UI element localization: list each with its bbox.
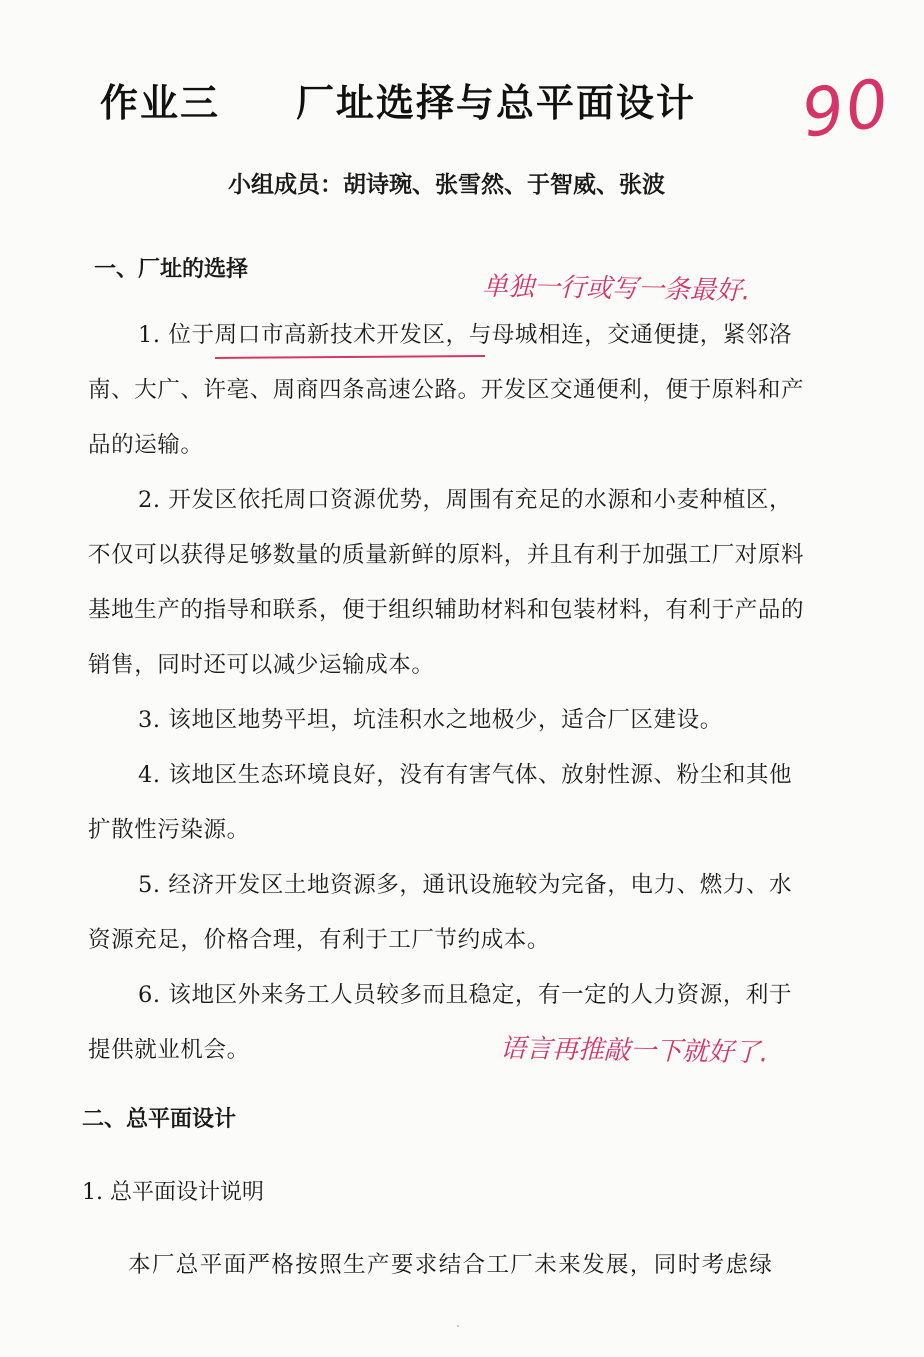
scan-speck bbox=[457, 1325, 459, 1327]
paragraph-6: 6. 该地区外来务工人员较多而且稳定，有一定的人力资源，利于提供就业机会。 bbox=[88, 982, 793, 1063]
section2-heading: 二、总平面设计 bbox=[82, 1107, 237, 1132]
paragraph-5: 5. 经济开发区土地资源多，通讯设施较为完备，电力、燃力、水资源充足，价格合理，有利于工厂节约成本。 bbox=[88, 872, 793, 953]
group-members: 小组成员：胡诗琬、张雪然、于智威、张波 bbox=[228, 172, 665, 198]
section2-paragraph: 本厂总平面严格按照生产要求结合工厂未来发展，同时考虑绿 bbox=[128, 1252, 774, 1278]
paragraph-2: 2. 开发区依托周口资源优势，周围有充足的水源和小麦种植区，不仅可以获得足够数量的质量新鲜的原料，并且有利于加强工厂对原料基地生产的指导和联系，便于组织辅助材料和包装材料，有利于产品的销售，同时还可以减少运输成本。 bbox=[88, 487, 805, 678]
paragraph-1: 1. 位于周口市高新技术开发区，与母城相连，交通便捷，紧邻洛南、大广、许亳、周商四条高速公路。开发区交通便利，便于原料和产品的运输。 bbox=[88, 322, 805, 458]
handwritten-note-1: 单独一行或写一条最好. bbox=[481, 271, 751, 307]
handwritten-note-2: 语言再推敲一下就好了. bbox=[499, 1033, 769, 1069]
handwritten-score: 90 bbox=[797, 64, 895, 153]
section2-subheading: 1. 总平面设计说明 bbox=[82, 1180, 264, 1205]
section1-heading: 一、厂址的选择 bbox=[94, 257, 249, 282]
title-part1: 作业三 bbox=[100, 81, 221, 125]
paragraph-4: 4. 该地区生态环境良好，没有有害气体、放射性源、粉尘和其他扩散性污染源。 bbox=[88, 762, 793, 843]
section1-body bbox=[88, 308, 808, 1078]
paragraph-3: 3. 该地区地势平坦，坑洼积水之地极少，适合厂区建设。 bbox=[138, 707, 723, 733]
page-title bbox=[100, 72, 696, 127]
title-part2: 厂址选择与总平面设计 bbox=[296, 81, 697, 125]
